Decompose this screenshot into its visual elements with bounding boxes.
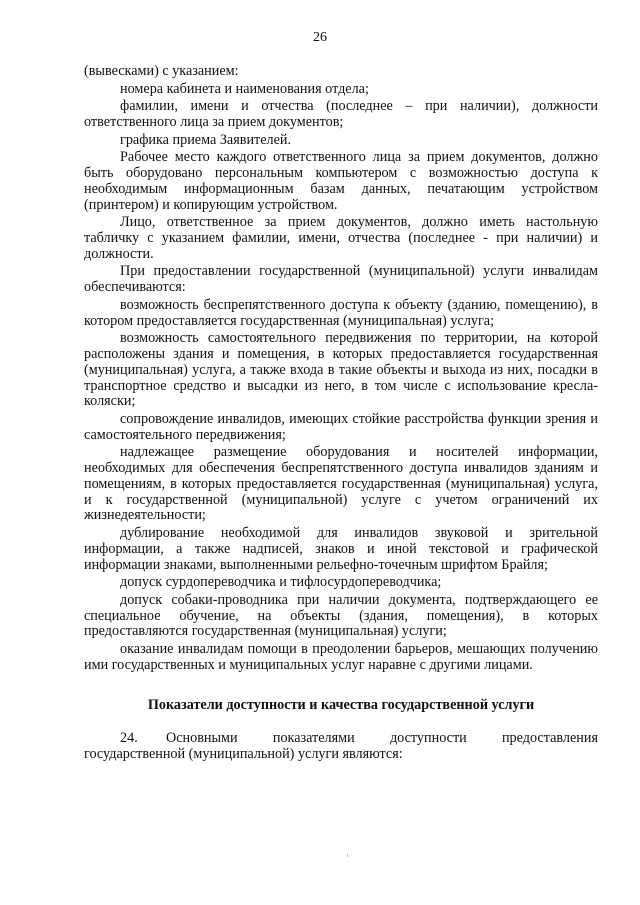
paragraph: допуск сурдопереводчика и тифлосурдопереводчика; (120, 574, 442, 591)
item-text: Основными показателями доступности предоставления государственной (муниципальной) услуги являются: (84, 730, 598, 763)
paragraph: возможность самостоятельного передвижения по территории, на которой расположены здания и помещения, в которых предоставляется государственная (муниципальная) услуга, а также входа в такие объекты и выхода из них, посадки в транспортное средство и высадки из него, в том числе с использование кресла-коляски; (84, 330, 598, 410)
paragraph: оказание инвалидам помощи в преодолении барьеров, мешающих получению ими государственных и муниципальных услуг наравне с другими лицами. (84, 641, 598, 673)
paragraph: Лицо, ответственное за прием документов, должно иметь настольную табличку с указанием фамилии, имени, отчества (последнее - при наличии) и должности. (84, 214, 598, 262)
paragraph: (вывесками) с указанием: (84, 63, 239, 79)
paragraph: надлежащее размещение оборудования и носителей информации, необходимых для обеспечения беспрепятственного доступа инвалидов зданиям и помещениям, в которых предоставляется государственная (муниципальная) услуга, и к государственной (муниципальной) услуге с учетом ограничений их жизнедеятельности; (84, 444, 598, 524)
paragraph: Рабочее место каждого ответственного лица за прием документов, должно быть оборудовано персональным компьютером с возможностью доступа к необходимым информационным базам данных, печатающим устройством (принтером) и копирующим устройством. (84, 149, 598, 213)
paragraph: При предоставлении государственной (муниципальной) услуги инвалидам обеспечиваются: (84, 263, 598, 296)
scan-mark (347, 854, 348, 857)
paragraph: фамилии, имени и отчества (последнее – при наличии), должности ответственного лица за прием документов; (84, 98, 598, 130)
paragraph: сопровождение инвалидов, имеющих стойкие расстройства функции зрения и самостоятельного передвижения; (84, 410, 598, 443)
numbered-item (84, 731, 598, 763)
paragraph: возможность беспрепятственного доступа к объекту (зданию, помещению), в котором предоставляется государственная (муниципальная) услуга; (84, 296, 598, 329)
paragraph: допуск собаки-проводника при наличии документа, подтверждающего ее специальное обучение, на объекты (здания, помещения), в которых предоставляются государственная (муниципальная) услуги; (84, 591, 598, 640)
page-number: 26 (313, 30, 327, 45)
paragraph: графика приема Заявителей. (120, 131, 292, 148)
paragraph: дублирование необходимой для инвалидов звуковой и зрительной информации, а также надписей, знаков и иной текстовой и графической информации знаками, выполненными рельефно-точечным шрифтом Брайля; (84, 525, 598, 573)
section-heading: Показатели доступности и качества государственной услуги (147, 696, 535, 713)
body-text (84, 64, 598, 763)
item-number: 24. (120, 730, 138, 747)
paragraph: номера кабинета и наименования отдела; (120, 80, 369, 97)
